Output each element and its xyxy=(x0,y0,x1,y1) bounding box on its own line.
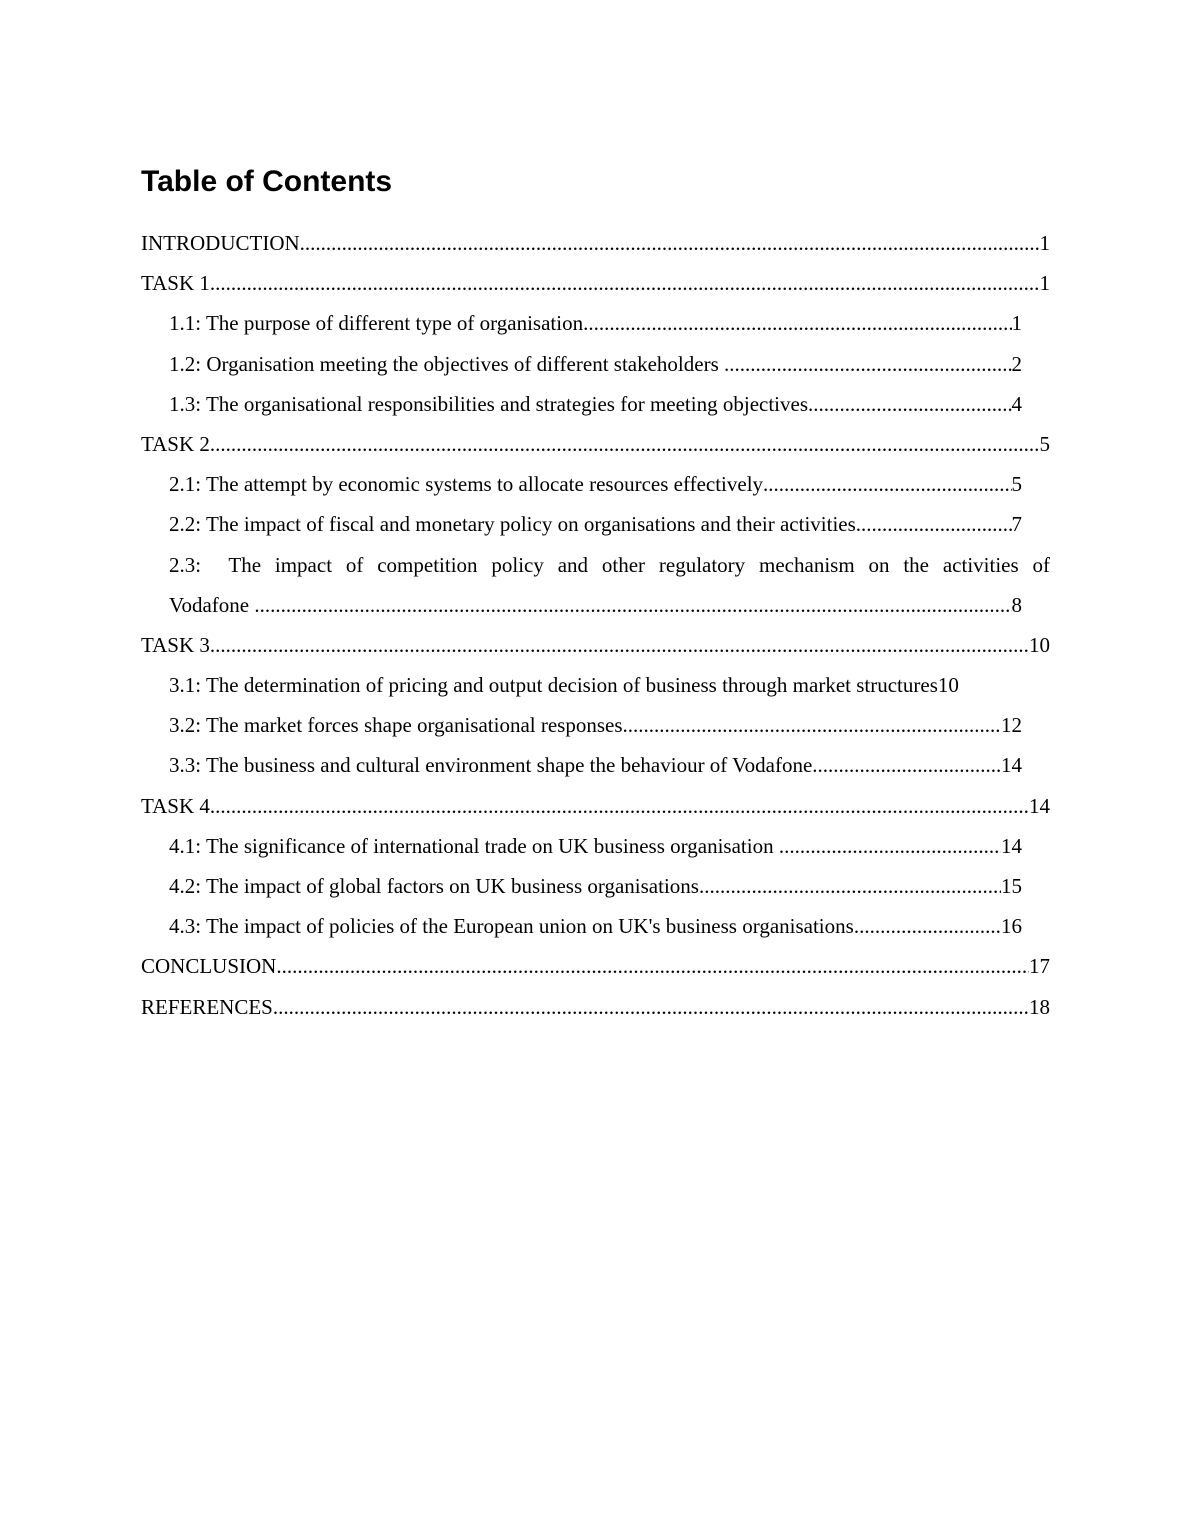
toc-entry-page: 10 xyxy=(937,673,959,698)
dot-leader xyxy=(623,705,1001,745)
toc-entry-conclusion[interactable] xyxy=(141,946,1050,986)
dot-leader xyxy=(808,384,1012,424)
toc-entry-label: 1.3: The organisational responsibilities and strategies for meeting objectives xyxy=(169,391,808,416)
toc-entry-label: TASK 4 xyxy=(141,793,210,818)
toc-entry-references[interactable] xyxy=(141,987,1050,1027)
toc-entry-1-2[interactable] xyxy=(169,344,1022,384)
toc-entry-label-line2-row xyxy=(169,585,1022,625)
toc-entry-task-4[interactable] xyxy=(141,786,1050,826)
dot-leader xyxy=(763,464,1011,504)
toc-entry-page: 14 xyxy=(1001,833,1022,858)
toc-entry-4-1[interactable] xyxy=(169,826,1022,866)
toc-entry-page: 18 xyxy=(1029,994,1050,1019)
toc-entry-label: TASK 3 xyxy=(141,632,210,657)
toc-entry-label: 1.2: Organisation meeting the objectives of different stakeholders xyxy=(169,351,724,376)
toc-entry-page: 4 xyxy=(1011,391,1022,416)
toc-entry-3-2[interactable] xyxy=(169,705,1022,745)
toc-entry-task-2[interactable] xyxy=(141,424,1050,464)
toc-entry-page: 5 xyxy=(1039,431,1050,456)
toc-entry-page: 8 xyxy=(1011,592,1022,617)
toc-entry-label: TASK 2 xyxy=(141,431,210,456)
dot-leader xyxy=(854,906,1001,946)
toc-entry-page: 10 xyxy=(1029,632,1050,657)
toc-entry-label-line2: Vodafone xyxy=(169,592,255,617)
toc-entry-label: 4.1: The significance of international trade on UK business organisation xyxy=(169,833,779,858)
toc-entry-1-1[interactable] xyxy=(169,303,1022,343)
toc-entry-4-2[interactable] xyxy=(169,866,1022,906)
dot-leader xyxy=(699,866,1001,906)
toc-entry-1-3[interactable] xyxy=(169,384,1022,424)
toc-entry-label-line1: 2.3: The impact of competition policy and other regulatory mechanism on the activities of xyxy=(169,552,1050,577)
dot-leader xyxy=(724,344,1012,384)
toc-title: Table of Contents xyxy=(141,165,393,198)
dot-leader xyxy=(276,946,1029,986)
toc-entry-label: 3.2: The market forces shape organisational responses xyxy=(169,713,623,738)
toc-entry-introduction[interactable] xyxy=(141,223,1050,263)
toc-entry-page: 12 xyxy=(1001,713,1022,738)
toc-entry-label: 1.1: The purpose of different type of organisation xyxy=(169,311,584,336)
toc-entry-label: CONCLUSION xyxy=(141,954,277,979)
dot-leader xyxy=(812,745,1001,785)
toc-entry-page: 14 xyxy=(1001,753,1022,778)
toc-entry-label: 4.2: The impact of global factors on UK business organisations xyxy=(169,874,699,898)
toc-entry-label: REFERENCES xyxy=(141,994,273,1019)
toc-entry-page: 1 xyxy=(1011,311,1022,336)
toc-entry-2-3[interactable] xyxy=(169,545,1050,625)
toc-entry-3-3[interactable] xyxy=(169,745,1022,785)
toc-entry-4-3[interactable] xyxy=(169,906,1022,946)
dot-leader xyxy=(254,585,1011,625)
dot-leader xyxy=(583,303,1011,343)
toc-entry-label: 3.3: The business and cultural environment shape the behaviour of Vodafone xyxy=(169,753,813,778)
toc-entry-2-1[interactable] xyxy=(169,464,1022,504)
dot-leader xyxy=(300,223,1040,263)
dot-leader xyxy=(210,625,1029,665)
toc-entry-task-1[interactable] xyxy=(141,263,1050,303)
toc-entry-page: 1 xyxy=(1039,271,1050,296)
toc-entry-3-1[interactable] xyxy=(169,665,1050,705)
toc-entry-2-2[interactable] xyxy=(169,504,1022,544)
toc-entry-label: 4.3: The impact of policies of the European union on UK's business organisations xyxy=(169,914,854,939)
toc-entry-label: 2.1: The attempt by economic systems to allocate resources effectively xyxy=(169,472,764,497)
toc-entry-label: INTRODUCTION xyxy=(141,231,300,255)
dot-leader xyxy=(210,786,1029,826)
toc-entry-page: 15 xyxy=(1001,874,1022,898)
toc-entry-page: 17 xyxy=(1029,954,1050,979)
toc-entry-page: 1 xyxy=(1039,231,1050,255)
toc-entry-page: 5 xyxy=(1011,472,1022,497)
toc-entry-page: 14 xyxy=(1029,793,1050,818)
dot-leader xyxy=(856,504,1012,544)
toc-entry-label: TASK 1 xyxy=(141,271,210,296)
dot-leader xyxy=(210,424,1040,464)
toc-entry-page: 2 xyxy=(1011,351,1022,376)
dot-leader xyxy=(273,987,1029,1027)
dot-leader xyxy=(779,826,1001,866)
toc-entry-page: 16 xyxy=(1001,914,1022,939)
toc-entry-label: 2.2: The impact of fiscal and monetary policy on organisations and their activities xyxy=(169,512,856,537)
toc-entry-page: 7 xyxy=(1011,512,1022,537)
toc-entry-label: 3.1: The determination of pricing and output decision of business through market structures xyxy=(169,673,938,698)
dot-leader xyxy=(210,263,1040,303)
toc-entry-task-3[interactable] xyxy=(141,625,1050,665)
table-of-contents xyxy=(141,223,1051,1027)
